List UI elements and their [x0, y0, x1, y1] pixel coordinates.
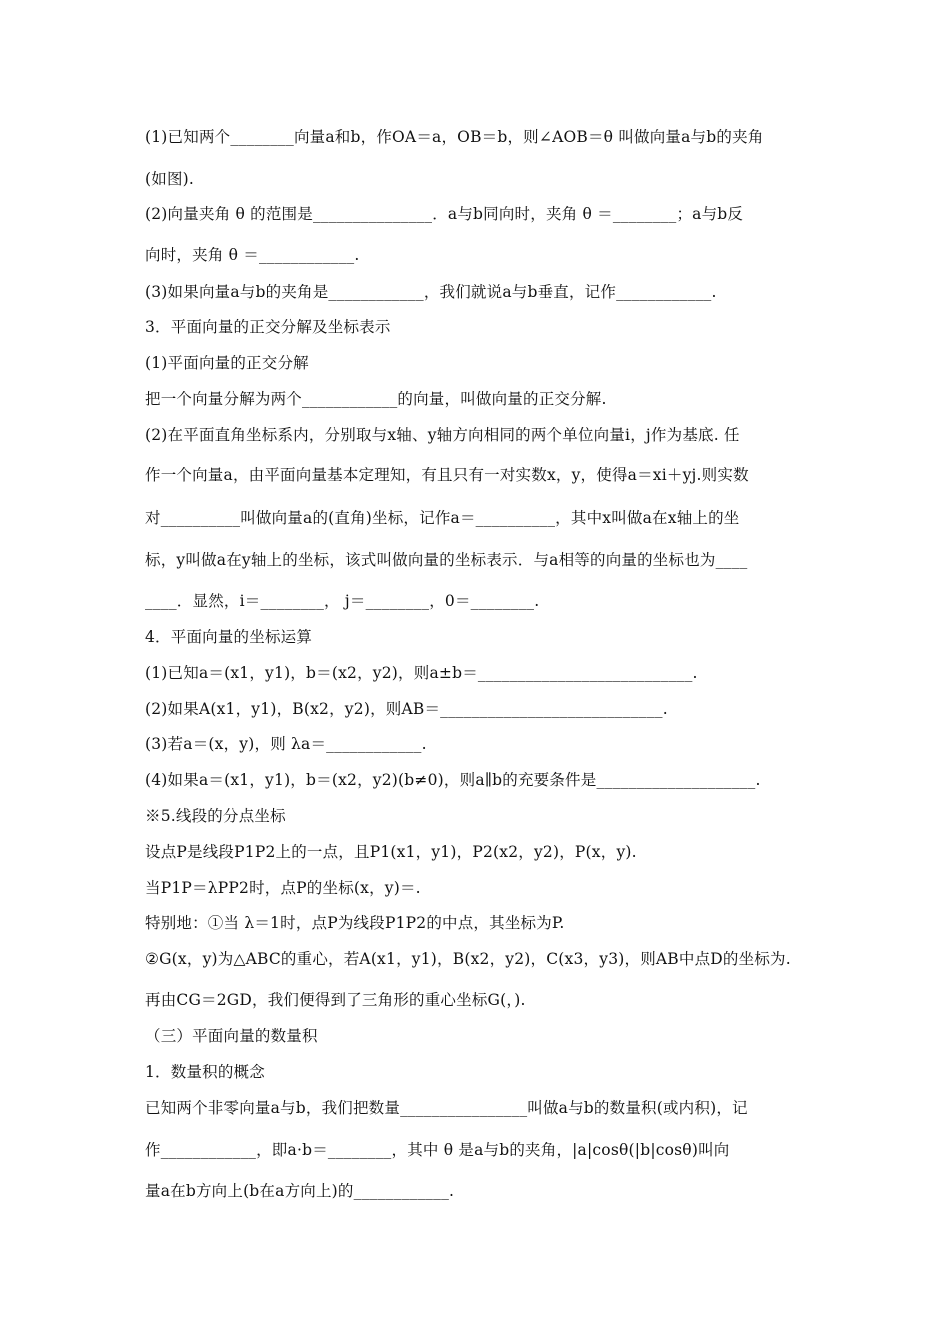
text-line: (如图).	[145, 170, 195, 188]
section-heading: 4．平面向量的坐标运算	[145, 628, 313, 646]
text-line: 作一个向量a，由平面向量基本定理知，有且只有一对实数x，y，使得a＝xi＋yj.则实数	[145, 466, 749, 484]
text-line: 设点P是线段P1P2上的一点，且P1(x1，y1)，P2(x2，y2)，P(x，y).	[145, 843, 637, 861]
section-heading: 3．平面向量的正交分解及坐标表示	[145, 318, 391, 336]
text-line: 当P1P＝λPP2时，点P的坐标(x，y)＝.	[145, 879, 421, 897]
text-line: 对__________叫做向量a的(直角)坐标，记作a＝__________，其中x叫做a在x轴上的坐	[145, 509, 740, 527]
text-line: (2)在平面直角坐标系内，分别取与x轴、y轴方向相同的两个单位向量i，j作为基底. 任	[145, 426, 740, 444]
text-line: (2)如果A(x1，y1)，B(x2，y2)，则AB＝____________________________.	[145, 700, 668, 718]
section-heading: ※5.线段的分点坐标	[145, 807, 286, 825]
section-heading: 1．数量积的概念	[145, 1063, 265, 1081]
text-line: 再由CG＝2GD，我们便得到了三角形的重心坐标G(，).	[145, 991, 526, 1009]
section-heading: （三）平面向量的数量积	[145, 1027, 318, 1045]
text-line: 标，y叫做a在y轴上的坐标，该式叫做向量的坐标表示．与a相等的向量的坐标也为____	[145, 551, 748, 569]
text-line: 量a在b方向上(b在a方向上)的____________.	[145, 1182, 455, 1200]
text-line: (3)如果向量a与b的夹角是____________，我们就说a与b垂直，记作____________.	[145, 283, 717, 301]
text-line: 特别地：①当 λ＝1时，点P为线段P1P2的中点，其坐标为P.	[145, 914, 565, 932]
text-line: 已知两个非零向量a与b，我们把数量________________叫做a与b的数量积(或内积)，记	[145, 1099, 748, 1117]
text-line: (1)已知两个________向量a和b，作OA＝a，OB＝b，则∠AOB＝θ 叫做向量a与b的夹角	[145, 128, 764, 146]
text-line: (1)已知a＝(x1，y1)，b＝(x2，y2)，则a±b＝___________________________.	[145, 664, 698, 682]
text-line: ②G(x，y)为△ABC的重心，若A(x1，y1)，B(x2，y2)，C(x3，y3)，则AB中点D的坐标为.	[145, 950, 791, 968]
text-line: ____．显然，i＝________， j＝________，0＝________.	[145, 592, 540, 610]
text-line: (2)向量夹角 θ 的范围是_______________．a与b同向时，夹角 θ ＝________；a与b反	[145, 205, 744, 223]
text-line: 向时，夹角 θ ＝____________.	[145, 246, 360, 264]
text-line: 作____________，即a·b＝________，其中 θ 是a与b的夹角，|a|cosθ(|b|cosθ)叫向	[145, 1141, 730, 1159]
text-line: (3)若a＝(x，y)，则 λa＝____________.	[145, 735, 427, 753]
text-line: (4)如果a＝(x1，y1)，b＝(x2，y2)(b≠0)，则a∥b的充要条件是____________________.	[145, 771, 761, 789]
subsection-heading: (1)平面向量的正交分解	[145, 354, 309, 372]
text-line: 把一个向量分解为两个____________的向量，叫做向量的正交分解.	[145, 390, 607, 408]
